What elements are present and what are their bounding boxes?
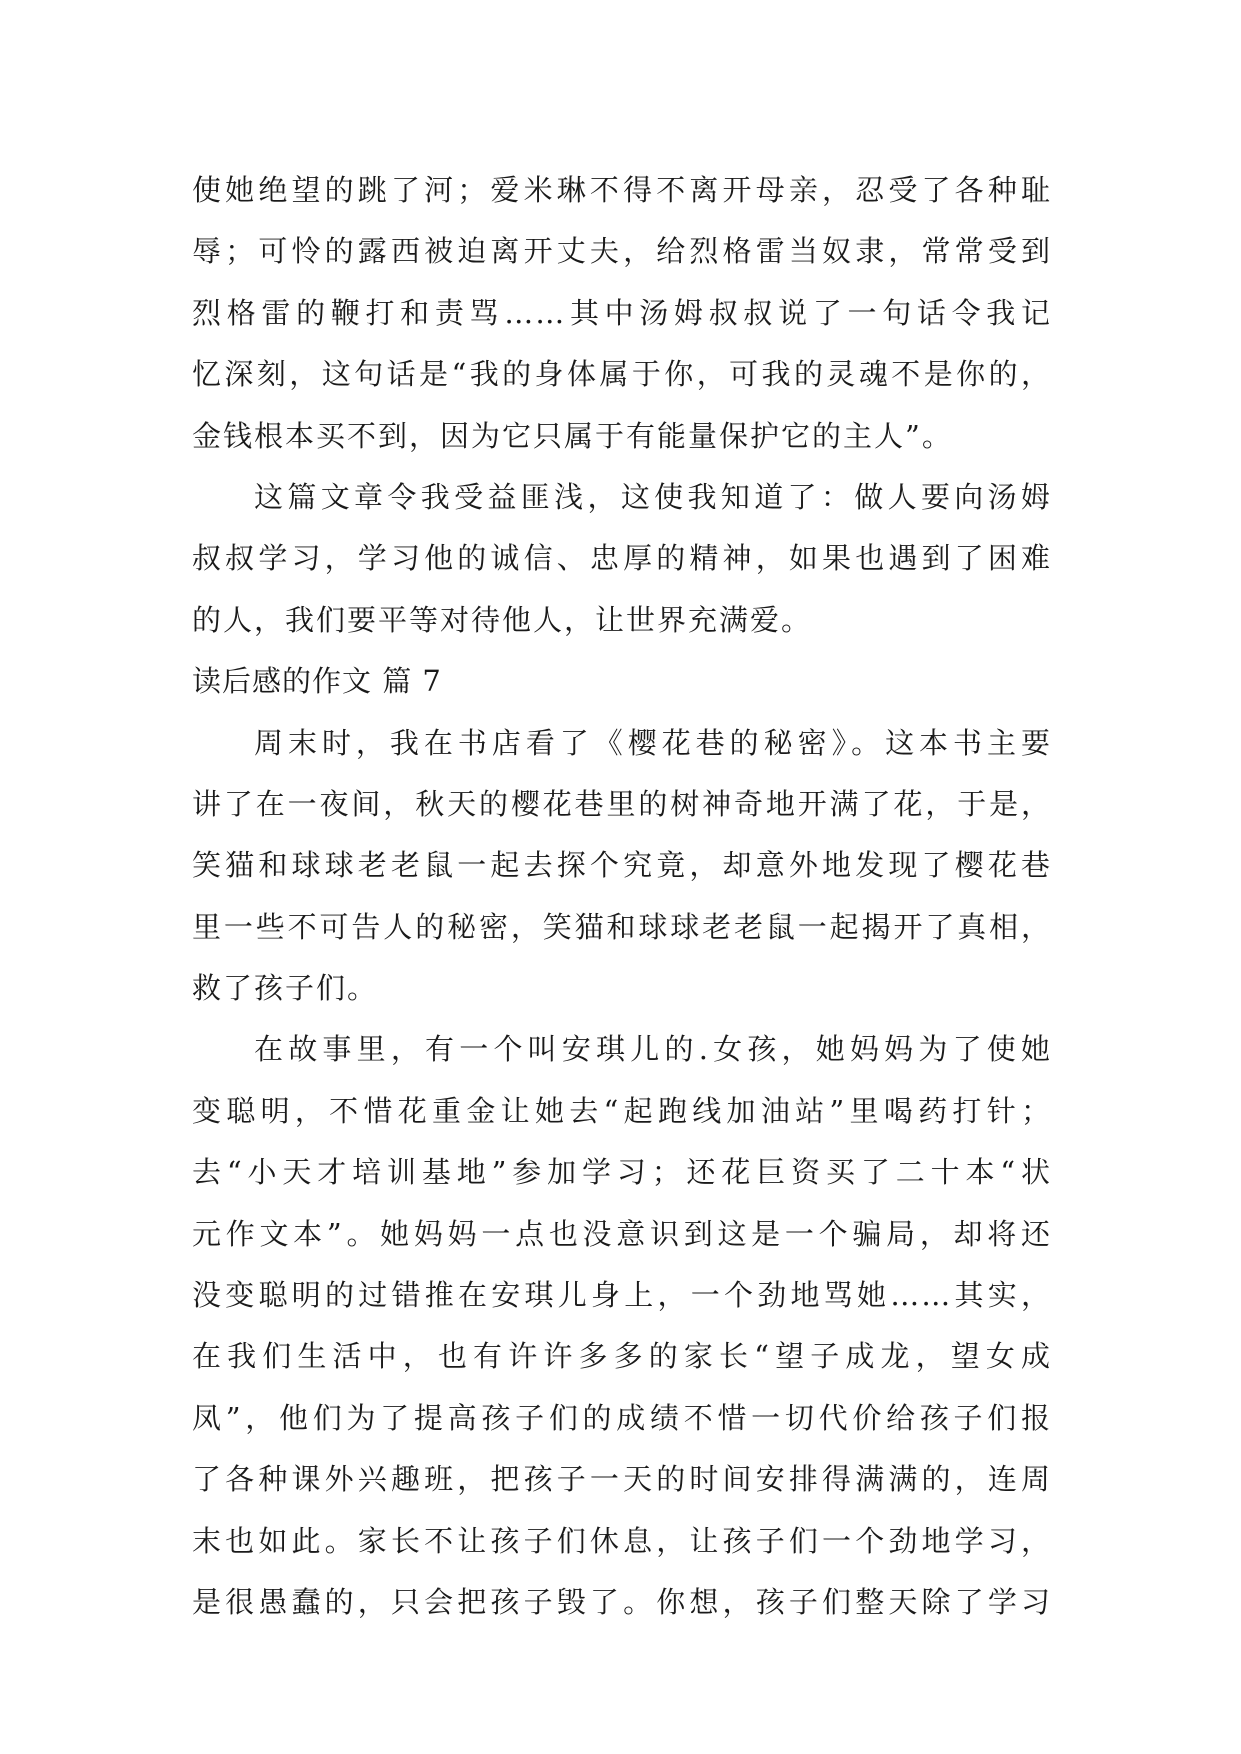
text-line: 讲了在一夜间，秋天的樱花巷里的树神奇地开满了花，于是， bbox=[192, 786, 1052, 821]
text-line: 在我们生活中，也有许许多多的家长“望子成龙，望女成 bbox=[192, 1339, 1052, 1374]
text-line: 辱；可怜的露西被迫离开丈夫，给烈格雷当奴隶，常常受到 bbox=[192, 234, 1052, 269]
paragraph-first-line: 这篇文章令我受益匪浅，这使我知道了：做人要向汤姆 bbox=[254, 479, 1052, 514]
text-line: 里一些不可告人的秘密，笑猫和球球老老鼠一起揭开了真相， bbox=[192, 909, 1052, 944]
text-line: 救了孩子们。 bbox=[192, 971, 379, 1006]
text-line: 忆深刻，这句话是“我的身体属于你，可我的灵魂不是你的， bbox=[192, 357, 1052, 392]
text-line: 金钱根本买不到，因为它只属于有能量保护它的主人”。 bbox=[192, 418, 953, 453]
article-body bbox=[192, 160, 1052, 1633]
text-line: 使她绝望的跳了河；爱米琳不得不离开母亲，忍受了各种耻 bbox=[192, 173, 1052, 207]
paragraph-first-line: 周末时，我在书店看了《樱花巷的秘密》。这本书主要 bbox=[254, 725, 1052, 760]
text-line: 去“小天才培训基地”参加学习；还花巨资买了二十本“状 bbox=[192, 1155, 1052, 1190]
text-line: 烈格雷的鞭打和责骂……其中汤姆叔叔说了一句话令我记 bbox=[192, 295, 1052, 330]
text-line: 末也如此。家长不让孩子们休息，让孩子们一个劲地学习， bbox=[192, 1523, 1052, 1558]
text-line: 元作文本”。她妈妈一点也没意识到这是一个骗局，却将还 bbox=[192, 1216, 1052, 1251]
text-line: 笑猫和球球老老鼠一起去探个究竟，却意外地发现了樱花巷 bbox=[192, 848, 1052, 883]
text-line: 了各种课外兴趣班，把孩子一天的时间安排得满满的，连周 bbox=[192, 1462, 1052, 1497]
text-line: 没变聪明的过错推在安琪儿身上，一个劲地骂她……其实， bbox=[192, 1278, 1052, 1313]
text-line: 变聪明，不惜花重金让她去“起跑线加油站”里喝药打针； bbox=[192, 1093, 1052, 1128]
section-heading: 读后感的作文 篇 7 bbox=[192, 664, 442, 699]
text-line: 凤”，他们为了提高孩子们的成绩不惜一切代价给孩子们报 bbox=[192, 1400, 1052, 1435]
paragraph-first-line: 在故事里，有一个叫安琪儿的.女孩，她妈妈为了使她 bbox=[254, 1032, 1052, 1067]
text-line: 是很愚蠢的，只会把孩子毁了。你想，孩子们整天除了学习 bbox=[192, 1584, 1052, 1619]
text-line: 的人，我们要平等对待他人，让世界充满爱。 bbox=[192, 602, 813, 637]
text-line: 叔叔学习，学习他的诚信、忠厚的精神，如果也遇到了困难 bbox=[192, 541, 1052, 576]
